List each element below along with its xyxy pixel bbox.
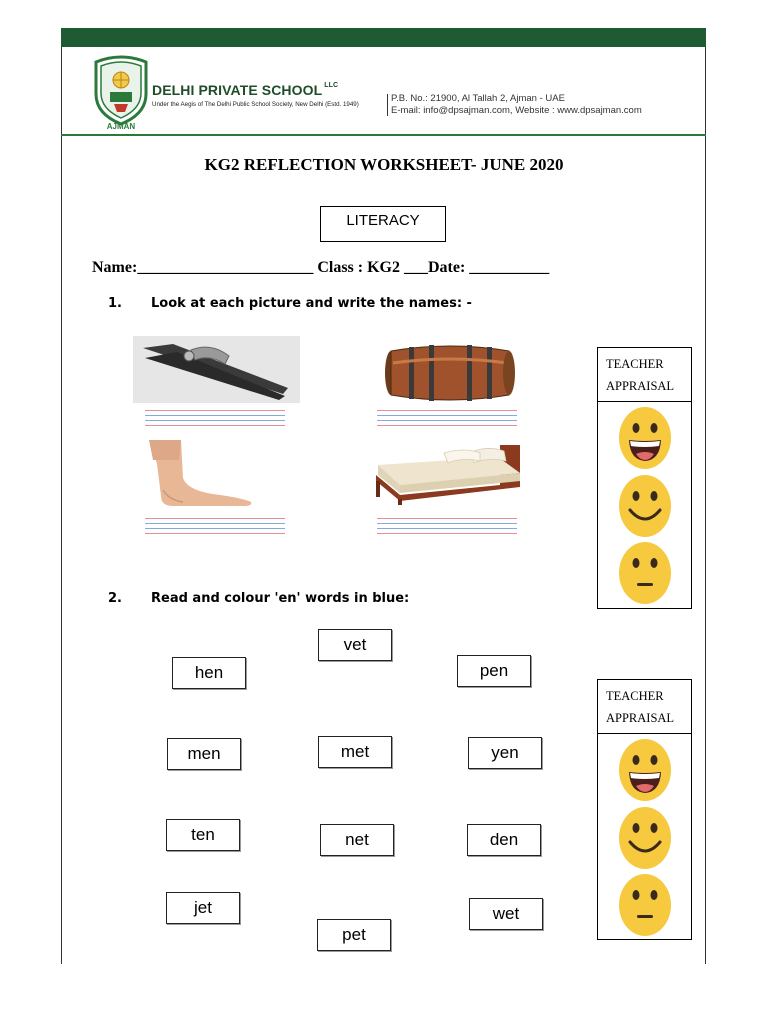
word-box-vet[interactable]: vet: [318, 629, 392, 661]
appraisal-line-1-b: TEACHER: [606, 689, 664, 703]
logo-caption: AJMAN: [106, 122, 136, 130]
appraisal-line-2-b: APPRAISAL: [606, 711, 675, 725]
word-box-pen[interactable]: pen: [457, 655, 531, 687]
question-2-text: Read and colour 'en' words in blue:: [151, 591, 410, 606]
word-box-hen[interactable]: hen: [172, 657, 246, 689]
appraisal-line-2: APPRAISAL: [606, 379, 675, 393]
peg-picture: [133, 336, 300, 403]
teacher-appraisal-box-1: [597, 347, 692, 609]
address-line-1: P.B. No.: 21900, Al Tallah 2, Ajman - UAE: [391, 93, 565, 104]
word-box-net[interactable]: net: [320, 824, 394, 856]
school-suffix: LLC: [324, 82, 339, 89]
school-name: [152, 82, 338, 98]
word-box-men[interactable]: men: [167, 738, 241, 770]
smile-face-icon[interactable]: [618, 806, 672, 870]
leg-picture: [143, 440, 255, 508]
question-1: [108, 296, 472, 311]
question-2-number: 2.: [108, 591, 122, 606]
header-divider: [61, 134, 706, 136]
appraisal-line-1: TEACHER: [606, 357, 664, 371]
big-smile-face-icon[interactable]: [618, 406, 672, 470]
write-lines-drum[interactable]: [377, 410, 517, 430]
neutral-face-icon[interactable]: [618, 873, 672, 937]
neutral-face-icon[interactable]: [618, 541, 672, 605]
write-lines-leg[interactable]: [145, 518, 285, 538]
word-box-jet[interactable]: jet: [166, 892, 240, 924]
worksheet-title: KG2 REFLECTION WORKSHEET- JUNE 2020: [204, 155, 564, 174]
write-lines-peg[interactable]: [145, 410, 285, 430]
address-separator: [387, 94, 388, 116]
drum-picture: [383, 345, 517, 401]
school-name-text: DELHI PRIVATE SCHOOL: [152, 82, 323, 98]
bed-picture: [370, 443, 522, 505]
appraisal-heading: [598, 348, 691, 402]
smile-face-icon[interactable]: [618, 474, 672, 538]
word-box-wet[interactable]: wet: [469, 898, 543, 930]
question-1-number: 1.: [108, 296, 122, 311]
word-box-pet[interactable]: pet: [317, 919, 391, 951]
write-lines-bed[interactable]: [377, 518, 517, 538]
header-top-bar: [61, 28, 706, 47]
name-class-date-line: Name:______________________ Class : KG2 ___Date: __________: [92, 259, 550, 276]
word-box-met[interactable]: met: [318, 736, 392, 768]
teacher-appraisal-box-2: [597, 679, 692, 940]
word-box-ten[interactable]: ten: [166, 819, 240, 851]
big-smile-face-icon[interactable]: [618, 738, 672, 802]
word-box-yen[interactable]: yen: [468, 737, 542, 769]
address-line-2: E-mail: info@dpsajman.com, Website : www.dpsajman.com: [391, 105, 642, 116]
question-2: [108, 591, 409, 606]
question-1-text: Look at each picture and write the names: -: [151, 296, 472, 311]
school-logo: [90, 52, 152, 130]
subject-box: LITERACY: [320, 206, 446, 242]
school-subtitle: Under the Aegis of The Delhi Public School Society, New Delhi (Estd. 1949): [152, 101, 359, 108]
word-box-den[interactable]: den: [467, 824, 541, 856]
appraisal-heading-2: [598, 680, 691, 734]
